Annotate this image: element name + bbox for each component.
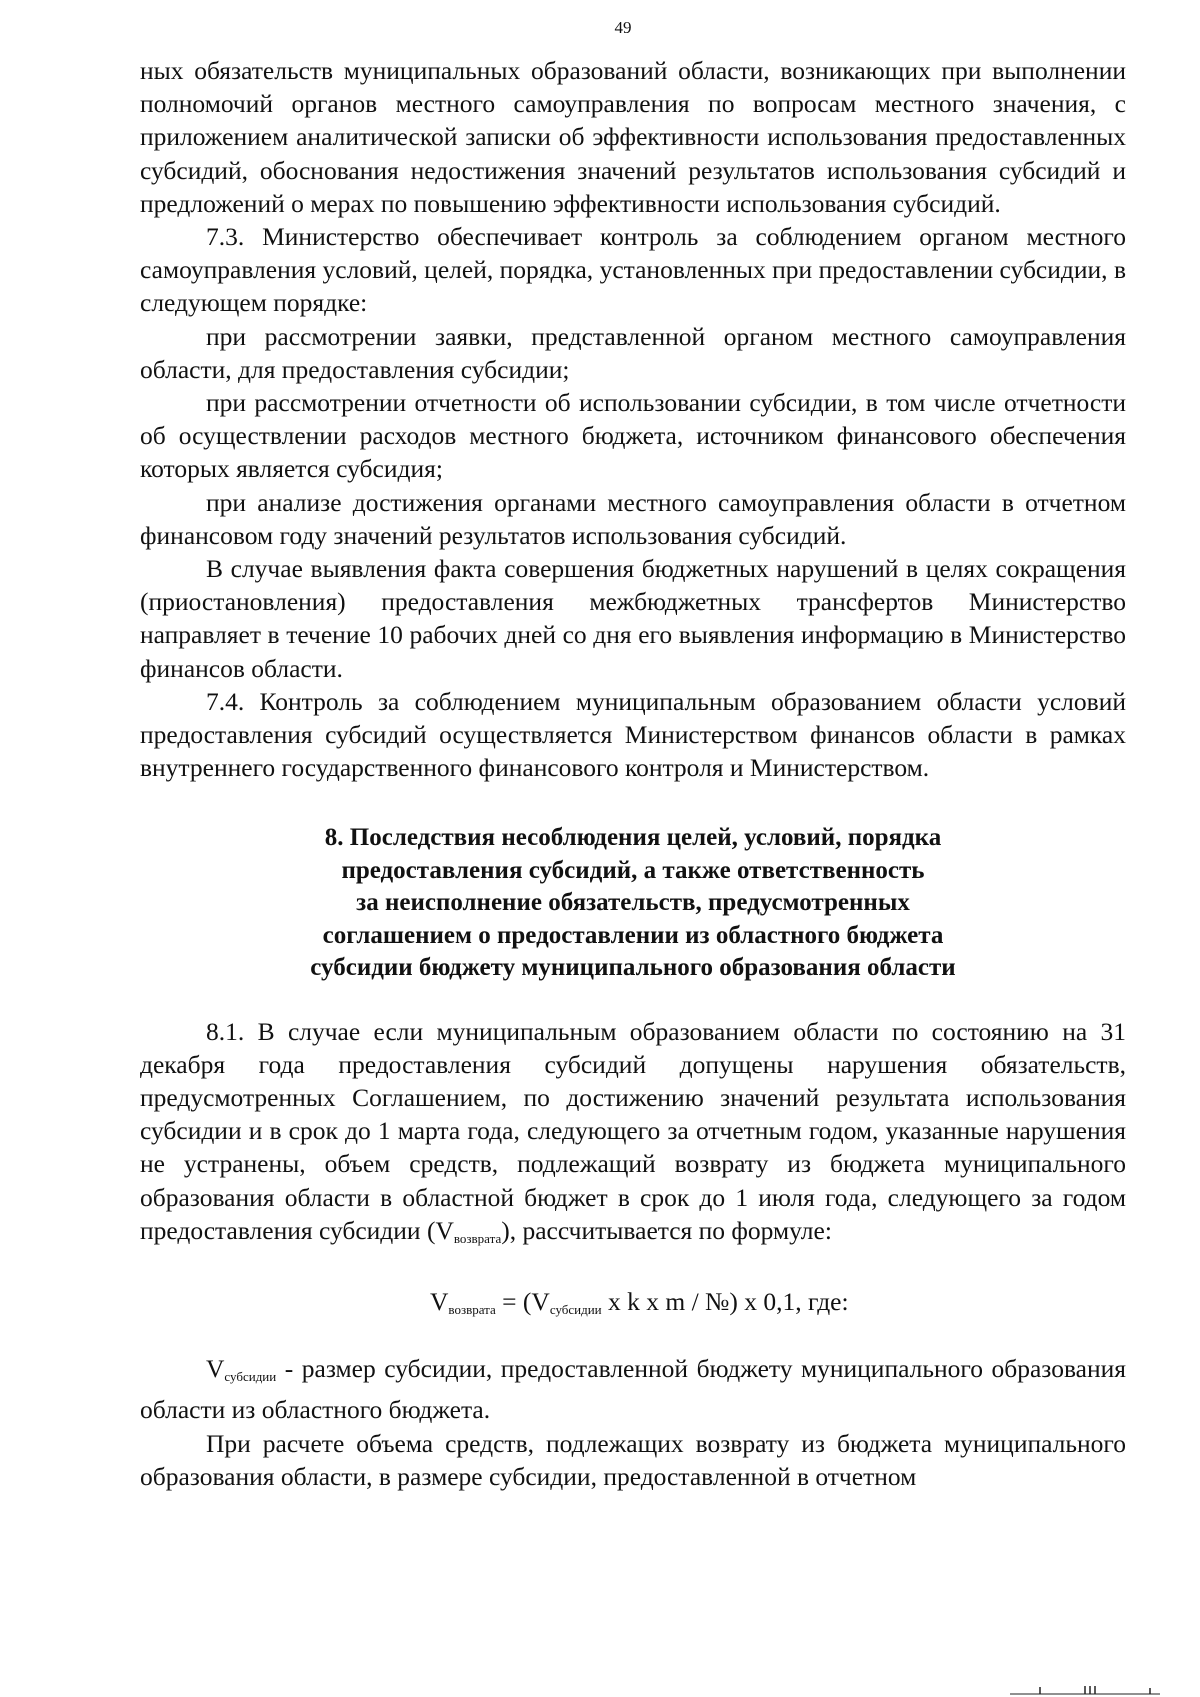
formula-eq: = (V [495, 1286, 550, 1316]
definition-v-subsidii [140, 1352, 1126, 1426]
page-number: 49 [614, 18, 632, 37]
paragraph-7-3: 7.3. Министерство обеспечивает контроль за соблюдением органом местного самоуправления условий, целей, порядка, установленных при предоставлении субсидии, в следующем порядке: [140, 222, 1126, 318]
heading-line: субсидии бюджету муниципального образования области [310, 954, 956, 982]
section-8-heading [140, 822, 1126, 984]
paragraph-control-item-1: при рассмотрении заявки, представленной органом местного самоуправления области, для предоставления субсидии; [140, 321, 1126, 384]
paragraph-8-1 [140, 1015, 1126, 1255]
paragraph-8-1-text: 8.1. В случае если муниципальным образованием области по состоянию на 31 декабря года предоставления субсидий допущены нарушения обязательств, предусмотренных Соглашением, по достижению значений результата использования субсидии и в срок до 1 марта года, следующего за отчетным годом, указанные нарушения не устранены, объем средств, подлежащий возврату из бюджета муниципального образования области в областной бюджет в срок до 1 июля года, следующего за годом предоставления субсидии (V [140, 1016, 1126, 1245]
definition-v: V [206, 1354, 225, 1384]
heading-line: за неисполнение обязательств, предусмотренных [356, 889, 910, 917]
paragraph-control-item-2: при рассмотрении отчетности об использовании субсидии, в том числе отчетности об осуществлении расходов местного бюджета, источником финансового обеспечения которых является субсидия; [140, 388, 1126, 484]
heading-line: соглашением о предоставлении из областного бюджета [322, 921, 944, 949]
formula-v-vozvrata [140, 1285, 1126, 1326]
paragraph-8-1-tail: ), рассчитывается по формуле: [501, 1215, 832, 1245]
paragraph-violations: В случае выявления факта совершения бюджетных нарушений в целях сокращения (приостановления) предоставления межбюджетных трансфертов Министерство направляет в течение 10 рабочих дней со дня его выявления информацию в Министерство финансов области. [140, 554, 1126, 683]
scan-edge-mark [1010, 1683, 1160, 1695]
paragraph-calculation: При расчете объема средств, подлежащих возврату из бюджета муниципального образования области, в размере субсидии, предоставленной в отчетном [140, 1428, 1126, 1491]
formula-sub-vozvrata: возврата [448, 1301, 496, 1317]
formula-sub-subsidii: субсидии [549, 1301, 602, 1317]
paragraph-continuation: ных обязательств муниципальных образований области, возникающих при выполнении полномочий органов местного самоуправления по вопросам местного значения, с приложением аналитической записки об эффективности использования предоставленных субсидий, обоснования недостижения значений результатов использования субсидий и предложений о мерах по повышению эффективности использования субсидий. [140, 56, 1126, 218]
heading-line: предоставления субсидий, а также ответственность [341, 856, 925, 884]
definition-text: - размер субсидии, предоставленной бюджету муниципального образования области из областного бюджета. [140, 1354, 1126, 1425]
paragraph-control-item-3: при анализе достижения органами местного самоуправления области в отчетном финансовом году значений результатов использования субсидий. [140, 487, 1126, 550]
paragraph-7-4: 7.4. Контроль за соблюдением муниципальным образованием области условий предоставления субсидий осуществляется Министерством финансов области в рамках внутреннего государственного финансового контроля и Министерством. [140, 686, 1126, 783]
formula-v: V [430, 1286, 449, 1316]
subscript-vozvrata: возврата [453, 1230, 502, 1246]
definition-sub: субсидии [224, 1369, 277, 1385]
heading-line: 8. Последствия несоблюдения целей, условий, порядка [324, 824, 942, 852]
formula-rest: x k x m / №) x 0,1, где: [601, 1286, 849, 1316]
